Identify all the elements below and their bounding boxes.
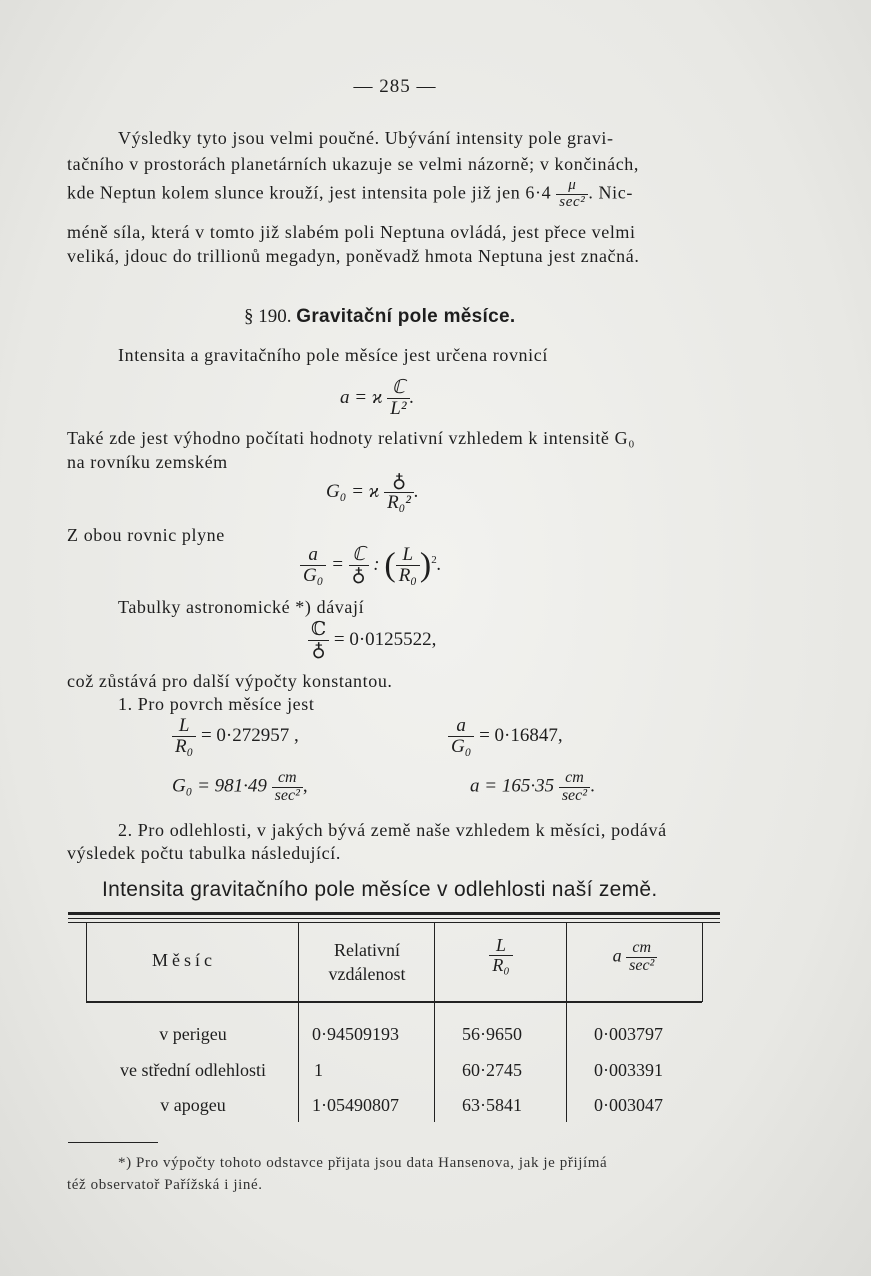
eq5b-rhs: = 0·16847, [479, 724, 563, 746]
eq5a-fraction [172, 716, 196, 757]
text5-line: což zůstává pro další výpočty konstantou. [67, 671, 393, 691]
section-heading [244, 306, 515, 328]
eq4-den: ♁ [308, 640, 329, 661]
text2-line1: Také zde jest výhodno počítati hodnoty relativní vzhledem k intensitě G₀ [67, 428, 636, 448]
equation-moon-field [340, 378, 414, 419]
footnote-line1: *) Pro výpočty tohoto odstavce přijata jsou data Hansenova, jak je přijímá [118, 1155, 608, 1171]
eq6b-lhs: a = 165·35 [470, 775, 555, 797]
table-top-rule-thick [68, 912, 720, 915]
text2-line2: na rovníku zemském [67, 452, 228, 472]
table-top-rule-thin [68, 918, 720, 919]
eq3-paren-fraction [396, 545, 420, 586]
footnote-line2: též observatoř Pařížská i jiné. [67, 1177, 263, 1193]
eq3-end: . [436, 553, 442, 575]
eq6a-lhs: G₀ = 981·49 [172, 775, 267, 797]
para1-line1: Výsledky tyto jsou velmi poučné. Ubývání intensity pole gravi- [118, 128, 614, 148]
eq6a-fraction [272, 770, 303, 805]
eq3-fraction1 [300, 545, 326, 586]
para1-line3-text: kde Neptun kolem slunce krouží, jest intensita pole již jen 6·4 [67, 182, 552, 203]
eq3-equals: = [331, 553, 344, 575]
header-ratio-num: L [495, 935, 506, 955]
fraction-numerator: μ [568, 177, 577, 193]
header-distance-line1: Relativní [334, 940, 400, 960]
eq6b-den: sec² [559, 787, 590, 805]
eq2-den: R₀² [384, 492, 414, 513]
header-distance-line2: vzdálenost [328, 964, 406, 984]
eq1-lhs: a = ϰ [340, 386, 383, 408]
eq6a-end: , [302, 775, 308, 797]
table-title: Intensita gravitačního pole měsíce v odlehlosti naší země. [102, 878, 658, 901]
text6-line: 1. Pro povrch měsíce jest [118, 694, 315, 714]
eq3-f2-den: ♁ [349, 565, 369, 586]
col-divider-1 [298, 922, 299, 1122]
row-accel: 0·003797 [594, 1024, 663, 1044]
mu-over-sec2-fraction [556, 178, 588, 211]
row-name: ve střední odlehlosti [120, 1060, 266, 1080]
table-top-rule-thin2 [68, 922, 720, 923]
equation-mass-ratio [308, 620, 436, 661]
eq5a-den: R₀ [172, 736, 196, 757]
para1-line4: méně síla, která v tomto již slabém poli Neptuna ovládá, jest přece velmi [67, 222, 636, 242]
header-accel [568, 940, 702, 975]
header-separator [86, 1001, 702, 1003]
eq1-den: L² [387, 398, 409, 419]
row-accel: 0·003047 [594, 1095, 663, 1115]
eq3-paren-den: R₀ [396, 565, 420, 586]
footnote-rule [68, 1142, 158, 1143]
eq2-num: ♁ [392, 471, 406, 492]
eq1-fraction [387, 378, 409, 419]
intro-line: Intensita a gravitačního pole měsíce jest určena rovnicí [118, 345, 548, 365]
eq3-colon: : [373, 553, 380, 575]
equation-distance-ratio [172, 716, 299, 757]
fraction-denominator: sec² [556, 194, 588, 211]
col-divider-2 [434, 922, 435, 1122]
text4-line: Tabulky astronomické *) dávají [118, 597, 365, 617]
eq1-num: ℂ [391, 377, 406, 398]
header-accel-fraction [626, 940, 657, 975]
eq6a-den: sec² [272, 787, 303, 805]
eq5b-num: a [456, 715, 466, 736]
section-number: § 190. [244, 306, 292, 327]
row-ratio: 63·5841 [462, 1095, 522, 1115]
eq4-num: ℂ [311, 619, 327, 640]
equation-earth-gravity [172, 770, 308, 805]
eq2-end: . [414, 480, 419, 502]
eq5a-rhs: = 0·272957 , [200, 724, 299, 746]
row-ratio: 56·9650 [462, 1024, 522, 1044]
para1-line3 [67, 178, 633, 211]
text7-line1: 2. Pro odlehlosti, v jakých bývá země naše vzhledem k měsíci, podává [118, 820, 667, 840]
row-distance: 1·05490807 [312, 1095, 399, 1115]
header-ratio-fraction [489, 936, 512, 975]
row-distance: 0·94509193 [312, 1024, 399, 1044]
eq3-f2-num: ℂ [351, 544, 366, 565]
row-accel: 0·003391 [594, 1060, 663, 1080]
table-left-border [86, 922, 87, 1002]
header-moon: Měsíc [152, 950, 216, 970]
row-name: v apogeu [160, 1095, 226, 1115]
header-accel-den: sec² [626, 957, 657, 975]
eq5b-den: G₀ [448, 736, 474, 757]
page-number: — 285 — [353, 76, 437, 97]
header-accel-num: cm [632, 939, 652, 956]
text7-line2: výsledek počtu tabulka následující. [67, 843, 341, 863]
table-right-border [702, 922, 703, 1002]
eq5a-num: L [178, 715, 190, 736]
eq3-f1-num: a [308, 544, 318, 565]
row-distance: 1 [314, 1060, 323, 1080]
para1-line2: tačního v prostorách planetárních ukazuje se velmi názorně; v končinách, [67, 154, 639, 174]
header-ratio [436, 936, 566, 975]
eq4-rhs: = 0·0125522, [333, 628, 437, 650]
eq6b-end: . [590, 775, 595, 797]
equation-field-ratio [448, 716, 563, 757]
eq5b-fraction [448, 716, 474, 757]
eq2-lhs: G₀ = ϰ [326, 480, 380, 502]
eq1-end: . [409, 386, 415, 408]
equation-ratio: $\frac{a}{\text{G₀}}$ = $\frac{\text{ℂ}}{♁}$ : ( $\frac{L}{\text{R₀}}$ )$^2$. [300, 545, 442, 586]
eq3-f1-den: G₀ [300, 565, 326, 586]
para1-line3-end: . Nic- [588, 182, 633, 203]
eq3-exponent: 2 [431, 553, 437, 566]
header-accel-lhs: a [612, 945, 622, 966]
eq4-fraction [308, 620, 329, 661]
row-name: v perigeu [159, 1024, 227, 1044]
eq3-paren-num: L [402, 544, 414, 565]
eq6b-num: cm [565, 769, 584, 786]
equation-earth-field [326, 472, 419, 513]
equation-moon-gravity [470, 770, 595, 805]
text3-line: Z obou rovnic plyne [67, 525, 225, 545]
row-ratio: 60·2745 [462, 1060, 522, 1080]
para1-line5: veliká, jdouc do trillionů megadyn, poněvadž hmota Neptuna jest značná. [67, 246, 640, 266]
header-ratio-den: R₀ [489, 955, 512, 975]
eq6b-fraction [559, 770, 590, 805]
eq2-fraction [384, 472, 414, 513]
section-title: Gravitační pole měsíce. [296, 306, 516, 327]
eq6a-num: cm [277, 769, 297, 786]
eq3-fraction2 [349, 545, 369, 586]
col-divider-3 [566, 922, 567, 1122]
